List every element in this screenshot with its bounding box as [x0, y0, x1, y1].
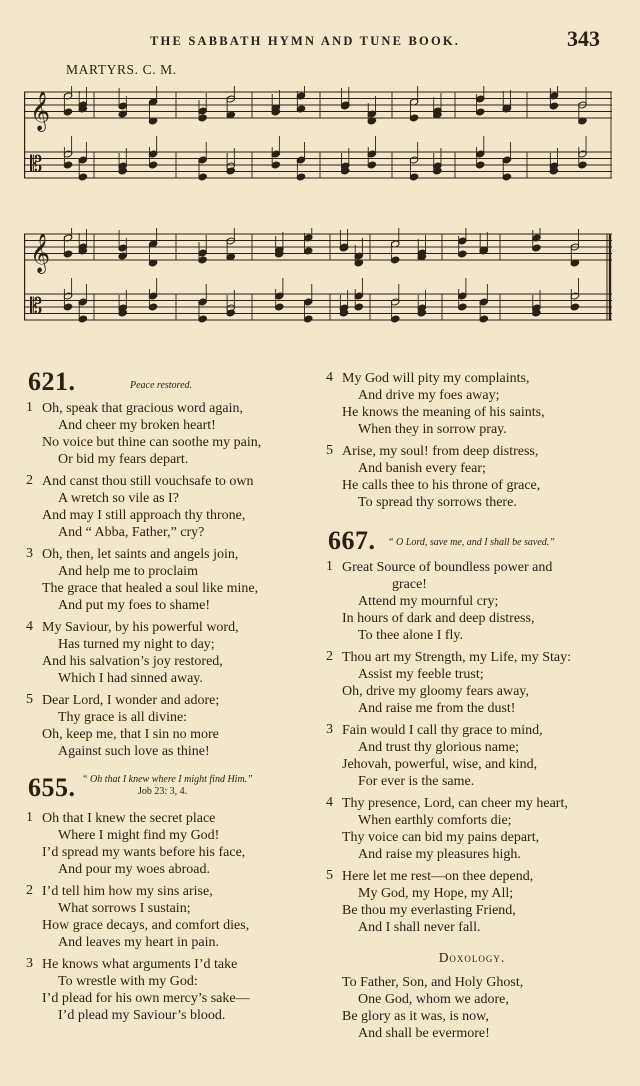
stanza: 1 Oh, speak that gracious word again, And cheer my broken heart! No voice but thine can soothe my pain, Or bid my fears depart. [26, 400, 262, 467]
doxology-title: Doxology. [438, 950, 506, 965]
stanza: 1 Oh that I knew the secret place Where I might find my God! I’d spread my wants before his face, And pour my woes abroad. [26, 810, 246, 877]
stanza-list [26, 400, 318, 760]
stanza: 4 My God will pity my complaints, And drive my foes away; He knows the meaning of his saints, When they in sorrow pray. [326, 370, 545, 437]
hymn-621 [26, 368, 318, 760]
stanza: 2 I’d tell him how my sins arise, What sorrows I sustain; How grace decays, and comfort dies, And leaves my heart in pain. [26, 883, 250, 950]
doxology: Doxology. To Father, Son, and Holy Ghost, One God, whom we adore, Be glory as it was, is now, And shall be evermore! [326, 950, 618, 1042]
left-column [26, 368, 318, 1024]
running-title: THE SABBATH HYMN AND TUNE BOOK. [150, 34, 461, 48]
stanza: 3 Fain would I call thy grace to mind, And trust thy glorious name; Jehovah, powerful, wise, and kind, For ever is the same. [326, 722, 543, 789]
svg-text:𝄡: 𝄡 [30, 294, 43, 320]
svg-text:𝄞: 𝄞 [30, 233, 51, 273]
hymn-title: “ O Lord, save me, and I shall be saved.” [388, 537, 555, 548]
stanza: 5 Here let me rest—on thee depend, My God, my Hope, my All; Be thou my everlasting Friend, And I shall never fall. [326, 868, 534, 935]
hymn-655 [26, 774, 318, 1024]
svg-text:𝄞: 𝄞 [30, 91, 51, 131]
svg-text:𝄡: 𝄡 [30, 152, 43, 178]
stanza-list [326, 559, 618, 936]
stanza: 4 Thy presence, Lord, can cheer my heart, When earthly comforts die; Thy voice can bid my pains depart, And raise my pleasures high. [326, 795, 568, 862]
stanza: 2 Thou art my Strength, my Life, my Stay: Assist my feeble trust; Oh, drive my gloomy fears away, And raise me from the dust! [326, 649, 572, 716]
music-score-system-1 [24, 86, 612, 196]
stanza: 3 He knows what arguments I’d take To wrestle with my God: I’d plead for his own mercy’s sake— I’d plead my Saviour’s blood. [26, 956, 250, 1023]
hymn-667 [326, 527, 618, 936]
hymn-number: 621. [28, 367, 76, 396]
hymn-title: Peace restored. [130, 380, 193, 391]
stanza-list [26, 810, 318, 1024]
stanza: 1 Great Source of boundless power and grace! Attend my mournful cry; In hours of dark and deep distress, To thee alone I fly. [326, 559, 553, 643]
right-column [326, 368, 618, 1042]
stanza: 4 My Saviour, by his powerful word, Has turned my night to day; And his salvation’s joy restored, Which I had sinned away. [26, 619, 239, 686]
continued-stanzas [326, 370, 618, 511]
scripture-reference: Job 23: 3, 4. [138, 786, 188, 797]
music-score-system-2 [24, 228, 612, 340]
hymn-title: “ Oh that I knew where I might find Him.” [82, 774, 253, 785]
stanza: 5 Arise, my soul! from deep distress, And banish every fear; He calls thee to his throne of grace, To spread thy sorrows there. [326, 443, 541, 510]
page-number: 343 [567, 26, 600, 51]
stanza: 3 Oh, then, let saints and angels join, And help me to proclaim The grace that healed a soul like mine, And put my foes to shame! [26, 546, 259, 613]
hymn-number: 655. [28, 773, 76, 802]
hymn-number: 667. [328, 526, 376, 555]
stanza: 5 Dear Lord, I wonder and adore; Thy grace is all divine: Oh, keep me, that I sin no more Against such love as thine! [26, 692, 220, 759]
stanza: 2 And canst thou still vouchsafe to own A wretch so vile as I? And may I still approach thy throne, And “ Abba, Father,” cry? [26, 473, 254, 540]
tune-name: MARTYRS. C. M. [66, 62, 177, 77]
